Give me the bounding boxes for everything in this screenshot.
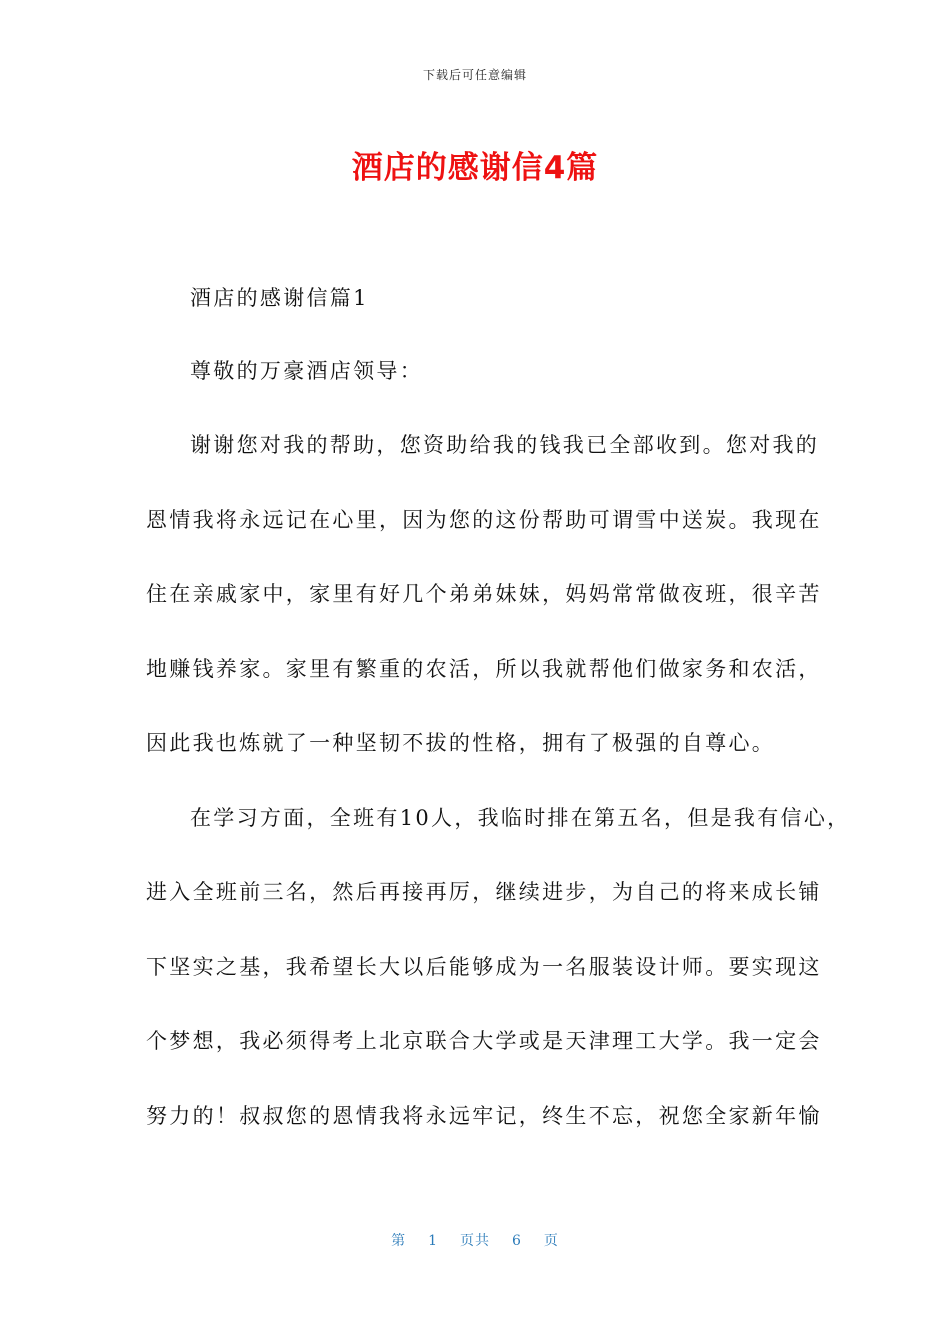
paragraph-line: 个梦想，我必须得考上北京联合大学或是天津理工大学。我一定会 bbox=[146, 1029, 822, 1053]
page-footer bbox=[0, 1230, 950, 1250]
section-heading: 酒店的感谢信篇1 bbox=[190, 286, 369, 310]
paragraph-line: 进入全班前三名，然后再接再厉，继续进步，为自己的将来成长铺 bbox=[146, 880, 822, 904]
footer-suffix: 页 bbox=[543, 1233, 559, 1249]
footer-mid: 页共 bbox=[460, 1233, 490, 1249]
total-pages-number: 6 bbox=[512, 1233, 522, 1249]
paragraph-line: 在学习方面，全班有10人，我临时排在第五名，但是我有信心， bbox=[190, 806, 851, 830]
salutation: 尊敬的万豪酒店领导： bbox=[190, 359, 423, 383]
paragraph-line: 地赚钱养家。家里有繁重的农活，所以我就帮他们做家务和农活， bbox=[146, 657, 822, 681]
paragraph-line: 住在亲戚家中，家里有好几个弟弟妹妹，妈妈常常做夜班，很辛苦 bbox=[146, 582, 822, 606]
current-page-number: 1 bbox=[428, 1233, 438, 1249]
document-title: 酒店的感谢信4篇 bbox=[351, 150, 599, 186]
footer-prefix: 第 bbox=[391, 1233, 407, 1249]
paragraph-line: 下坚实之基，我希望长大以后能够成为一名服装设计师。要实现这 bbox=[146, 955, 822, 979]
paragraph-line: 因此我也炼就了一种坚韧不拔的性格，拥有了极强的自尊心。 bbox=[146, 731, 776, 755]
paragraph-line: 谢谢您对我的帮助，您资助给我的钱我已全部收到。您对我的 bbox=[190, 433, 820, 457]
paragraph-line: 恩情我将永远记在心里，因为您的这份帮助可谓雪中送炭。我现在 bbox=[146, 508, 822, 532]
header-note: 下载后可任意编辑 bbox=[422, 68, 527, 82]
paragraph-line: 努力的！叔叔您的恩情我将永远牢记，终生不忘，祝您全家新年愉 bbox=[146, 1104, 822, 1128]
